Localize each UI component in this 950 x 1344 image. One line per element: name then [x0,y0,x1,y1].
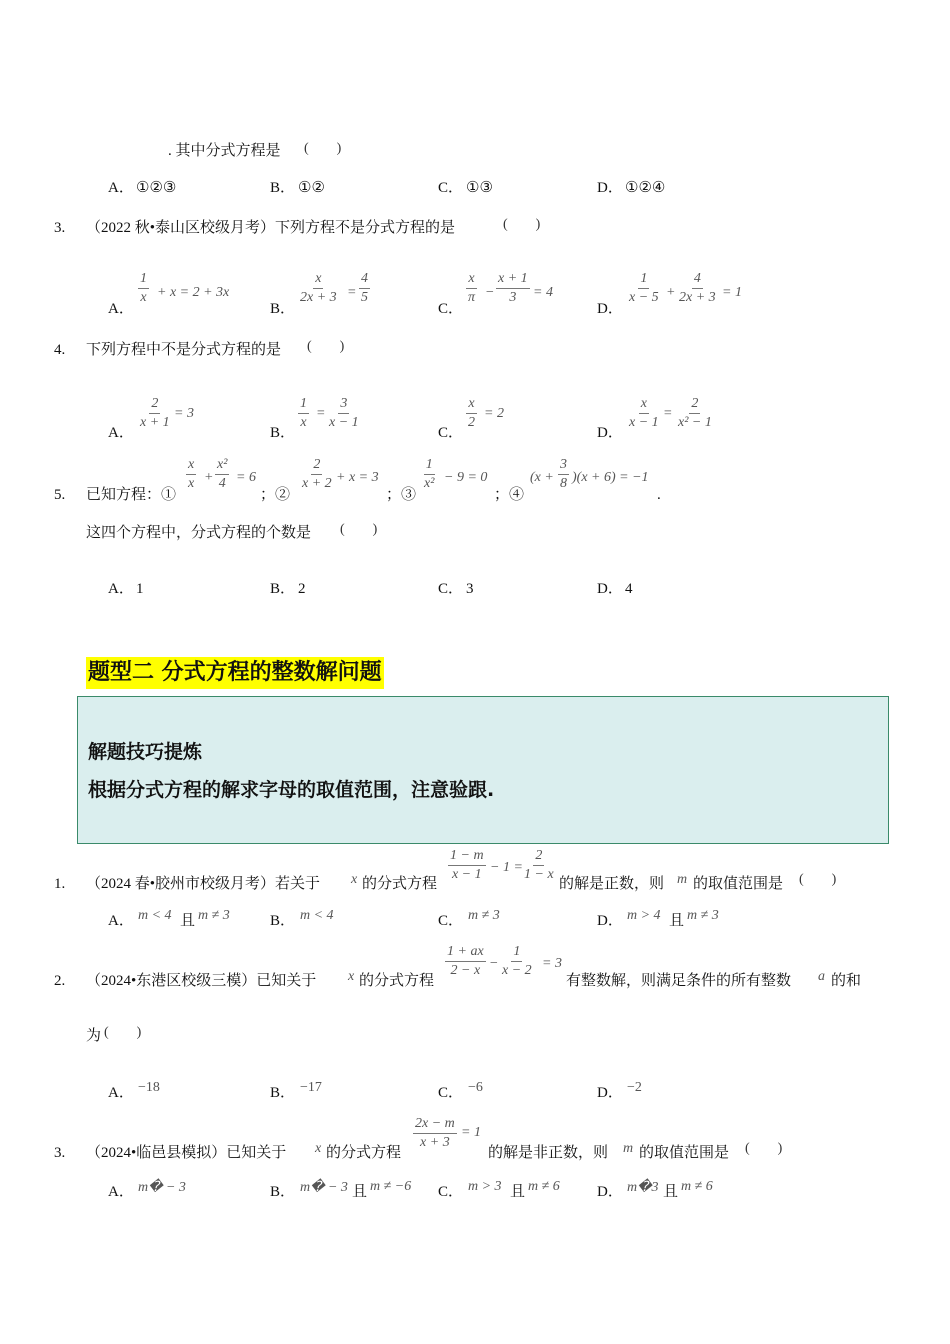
q2-option-d-value: ①②④ [625,180,666,196]
p2-answer-paren: ( ) [104,1025,142,1040]
q3-a-fraction: $\frac{1}{x}$ [140,271,147,305]
q5-eq4-fraction: $\frac{3}{8}$ [560,457,567,491]
q2-option-b-label: B． [270,180,296,196]
q2-option-a-value: ①②③ [136,180,177,196]
q5-eq2-rest: + x = 3 [336,470,379,485]
q2-tail-text: . 其中分式方程是 [168,143,281,159]
p3-option-b-label: B． [270,1184,296,1200]
p1-text-3: 的解是正数，则 [559,876,665,892]
q4-number: 4. [54,342,66,358]
q3-b-equals: = [347,285,357,300]
p2-number: 2. [54,973,66,989]
p1-option-d-label: D． [597,913,623,929]
p2-option-c-value: −6 [468,1080,483,1095]
q3-stem: （2022 秋•泰山区校级月考）下列方程不是分式方程的是 [86,220,456,236]
q3-number: 3. [54,220,66,236]
q2-option-a-label: A． [108,180,134,196]
p3-option-c-and: 且 [510,1184,526,1200]
p1-option-a-label: A． [108,913,134,929]
p2-option-c-label: C． [438,1085,464,1101]
q5-option-d-label: D． [597,581,623,597]
q3-c-fraction-right: $\frac{x + 1}{3}$ [498,271,528,305]
p3-option-d-label: D． [597,1184,623,1200]
p3-option-d-value: m�3 [627,1180,659,1195]
p3-text-4: 的取值范围是 [639,1145,730,1161]
p1-option-d-value: m > 4 [627,908,661,923]
q5-option-b-value: 2 [298,581,306,597]
q4-option-b-label: B． [270,425,296,441]
p2-eq-fraction-right: $\frac{1}{x - 2}$ [502,944,532,978]
q5-separator-4: ；④ [494,487,525,503]
q3-option-d-label: D． [597,301,623,317]
q2-option-b-value: ①② [298,180,325,196]
q2-option-d-label: D． [597,180,623,196]
p2-var-x: x [348,969,355,984]
p3-text-3: 的解是非正数，则 [488,1145,609,1161]
p1-eq-middle: − 1 = [490,860,523,875]
p2-text-2: 的分式方程 [359,973,435,989]
q3-c-minus: − [485,285,495,300]
p3-var-m: m [623,1141,634,1156]
q4-answer-paren: ( ) [307,339,345,354]
p1-text-1: （2024 春•胶州市校级月考）若关于 [86,876,321,892]
p2-option-a-label: A． [108,1085,134,1101]
p2-option-b-value: −17 [300,1080,322,1095]
p2-text-4: 的和 [831,973,862,989]
p3-option-c-value2: m ≠ 6 [528,1179,560,1194]
p1-option-a-and: 且 [180,913,196,929]
p2-option-b-label: B． [270,1085,296,1101]
p1-number: 1. [54,876,66,892]
p1-option-a-value: m < 4 [138,908,172,923]
q4-b-equals: = [316,406,326,421]
q3-d-fraction-left: $\frac{1}{x - 5}$ [629,271,659,305]
p2-option-d-label: D． [597,1085,623,1101]
p3-option-b-value: m� − 3 [300,1180,348,1195]
p1-option-a-value2: m ≠ 3 [198,908,230,923]
p2-line2: 为 [86,1028,102,1044]
p3-text-2: 的分式方程 [326,1145,402,1161]
p1-option-b-value: m < 4 [300,908,334,923]
q5-line2: 这四个方程中，分式方程的个数是 [86,525,312,541]
p1-option-c-value: m ≠ 3 [468,908,500,923]
p1-answer-paren: ( ) [799,872,837,887]
p2-option-d-value: −2 [627,1080,642,1095]
p2-eq-minus: − [489,956,499,971]
p3-option-c-label: C． [438,1184,464,1200]
tips-title: 解题技巧提炼 [88,741,203,763]
q5-end: . [657,487,661,503]
p3-option-d-value2: m ≠ 6 [681,1179,713,1194]
q3-d-rest: = 1 [722,285,742,300]
q4-c-fraction: $\frac{x}{2}$ [468,396,475,430]
p3-option-d-and: 且 [663,1184,679,1200]
q3-option-a-label: A． [108,301,134,317]
p3-option-b-value2: m ≠ −6 [370,1179,412,1194]
q4-a-rest: = 3 [174,406,194,421]
q2-option-c-label: C． [438,180,464,196]
p1-option-d-and: 且 [669,913,685,929]
q5-eq1-fraction-b: $\frac{\text{x²}}{4}$ [217,457,228,491]
p2-eq-rest: = 3 [542,956,562,971]
q3-answer-paren: ( ) [503,217,541,232]
q4-option-d-label: D． [597,425,623,441]
q3-c-rest: = 4 [533,285,553,300]
q2-answer-paren: ( ) [304,141,342,156]
p3-eq-fraction: $\frac{2x - m}{x + 3}$ [415,1116,455,1150]
q3-d-fraction-right: $\frac{4}{2x + 3}$ [679,271,716,305]
q4-d-fraction-left: $\frac{x}{x - 1}$ [629,396,659,430]
q3-option-b-label: B． [270,301,296,317]
q5-eq1-fraction-a: $\frac{x}{x}$ [188,457,195,491]
p3-text-1: （2024•临邑县模拟）已知关于 [86,1145,287,1161]
p2-eq-fraction-left: $\frac{1 + ax}{2 - x}$ [447,944,484,978]
q4-d-equals: = [663,406,673,421]
p3-var-x: x [315,1141,322,1156]
q4-option-c-label: C． [438,425,464,441]
q3-d-plus: + [666,285,676,300]
q4-d-fraction-right: $\frac{2}{\text{x² − 1}}$ [678,396,712,430]
p1-var-x: x [351,872,358,887]
q5-eq1-plus: + [204,470,214,485]
q5-option-c-label: C． [438,581,464,597]
p1-text-2: 的分式方程 [362,876,438,892]
p1-option-b-label: B． [270,913,296,929]
q5-eq4-rest: )(x + 6) = −1 [572,470,649,485]
p2-option-a-value: −18 [138,1080,160,1095]
q5-option-c-value: 3 [466,581,474,597]
p3-eq-rest: = 1 [461,1125,481,1140]
p2-text-3: 有整数解，则满足条件的所有整数 [566,973,792,989]
p3-option-c-value: m > 3 [468,1179,502,1194]
q4-a-fraction: $\frac{2}{x + 1}$ [140,396,170,430]
p1-option-c-label: C． [438,913,464,929]
p2-text-1: （2024•东港区校级三模）已知关于 [86,973,317,989]
tips-content: 根据分式方程的解求字母的取值范围，注意验跟. [88,779,495,801]
q5-lead: 已知方程：① [86,487,177,503]
q5-separator-3: ；③ [386,487,417,503]
tips-box [77,696,889,844]
section-heading: 题型二 分式方程的整数解问题 [86,657,384,689]
q3-b-fraction-right: $\frac{4}{5}$ [361,271,368,305]
q5-option-b-label: B． [270,581,296,597]
q4-b-fraction-right: $\frac{3}{x - 1}$ [329,396,359,430]
p3-answer-paren: ( ) [745,1141,783,1156]
q5-answer-paren: ( ) [340,522,378,537]
q5-eq4-lead: (x + [530,470,554,485]
q2-option-c-value: ①③ [466,180,493,196]
q3-c-fraction-left: $\frac{x}{\pi}$ [468,271,476,305]
p1-var-m: m [677,872,688,887]
q4-option-a-label: A． [108,425,134,441]
q5-eq3-rest: − 9 = 0 [444,470,488,485]
q3-b-fraction-left: $\frac{x}{2x + 3}$ [300,271,337,305]
p3-option-a-label: A． [108,1184,134,1200]
p3-option-a-value: m� − 3 [138,1180,186,1195]
q5-option-d-value: 4 [625,581,633,597]
p3-option-b-and: 且 [352,1184,368,1200]
q5-option-a-label: A． [108,581,134,597]
q4-c-rest: = 2 [484,406,504,421]
p1-eq-fraction-right: $\frac{2}{1 - x}$ [524,848,554,882]
q5-number: 5. [54,487,66,503]
q4-b-fraction-left: $\frac{1}{x}$ [300,396,307,430]
p1-eq-fraction-left: $\frac{1 - m}{x - 1}$ [450,848,484,882]
q5-eq3-fraction: $\frac{1}{\text{x²}}$ [424,457,435,491]
p1-option-d-value2: m ≠ 3 [687,908,719,923]
q5-option-a-value: 1 [136,581,144,597]
p2-var-a: a [818,969,825,984]
q5-eq2-fraction: $\frac{2}{x + 2}$ [302,457,332,491]
q3-option-c-label: C． [438,301,464,317]
p1-text-4: 的取值范围是 [693,876,784,892]
p3-number: 3. [54,1145,66,1161]
q5-separator-2: ；② [260,487,291,503]
q3-a-rest: + x = 2 + 3x [157,285,230,300]
q4-stem: 下列方程中不是分式方程的是 [86,342,282,358]
q5-eq1-rest: = 6 [236,470,256,485]
